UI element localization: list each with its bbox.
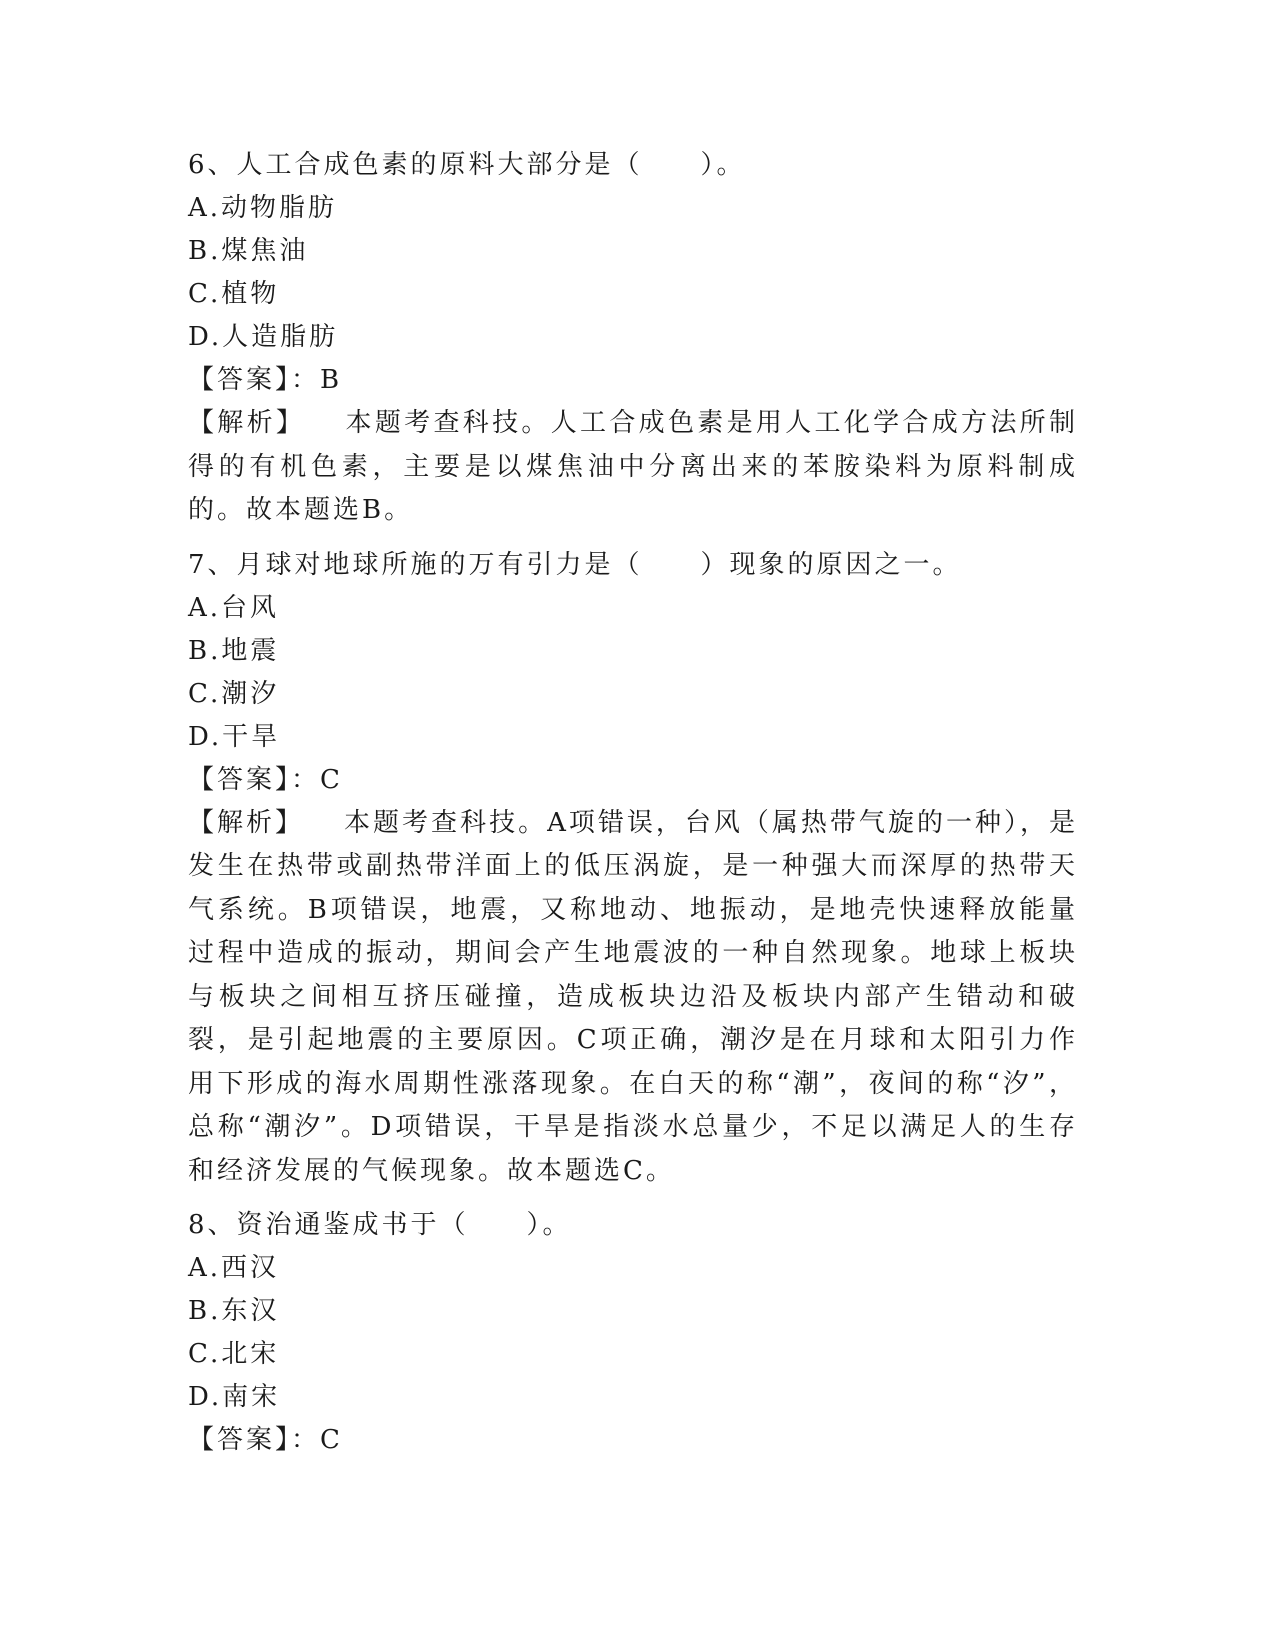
option-b: B.东汉: [188, 1296, 280, 1326]
question-6: [188, 144, 1088, 533]
question-stem: 6、人工合成色素的原料大部分是（ ）。: [188, 150, 746, 180]
answer-label: 【答案】：: [188, 1425, 321, 1455]
question-8: [188, 1204, 1088, 1462]
option-b: B.地震: [188, 635, 280, 666]
answer-value: C: [320, 1425, 343, 1455]
answer-line: [188, 1419, 1088, 1462]
answer-value: C: [320, 764, 343, 795]
answer-line: [188, 359, 1088, 402]
analysis: [188, 402, 1078, 533]
question-stem: 8、资治通鉴成书于（ ）。: [188, 1210, 572, 1240]
option-c: C.潮汐: [188, 678, 280, 709]
option-d: D.干旱: [188, 721, 281, 752]
analysis-label: 【解析】: [188, 408, 306, 438]
option-a: A.西汉: [188, 1253, 280, 1283]
option-c: C.植物: [188, 279, 280, 309]
analysis-text: 本题考查科技。A项错误，台风（属热带气旋的一种），是发生在热带或副热带洋面上的低压涡旋，是一种强大而深厚的热带天气系统。B项错误，地震，又称地动、地振动，是地壳快速释放能量过程中造成的振动，期间会产生地震波的一种自然现象。地球上板块与板块之间相互挤压碰撞，造成板块边沿及板块内部产生错动和破裂，是引起地震的主要原因。C项正确，潮汐是在月球和太阳引力作用下形成的海水周期性涨落现象。在白天的称“潮”，夜间的称“汐”，总称“潮汐”。D项错误，干旱是指淡水总量少，不足以满足人的生存和经济发展的气候现象。故本题选C。: [188, 807, 1078, 1186]
answer-label: 【答案】：: [188, 365, 321, 395]
answer-value: B: [320, 365, 343, 395]
option-d: D.人造脂肪: [188, 322, 339, 352]
option-c: C.北宋: [188, 1339, 280, 1369]
option-a: A.台风: [188, 592, 280, 623]
answer-line: [188, 759, 1088, 802]
analysis-label: 【解析】: [188, 807, 305, 838]
answer-label: 【答案】：: [188, 764, 321, 795]
analysis: [188, 802, 1078, 1194]
option-d: D.南宋: [188, 1382, 281, 1412]
option-a: A.动物脂肪: [188, 193, 338, 223]
option-b: B.煤焦油: [188, 236, 309, 266]
question-stem: 7、月球对地球所施的万有引力是（ ）现象的原因之一。: [188, 549, 962, 580]
question-7: [188, 544, 1088, 1194]
document-page: [188, 144, 1088, 1473]
analysis-text: 本题考查科技。人工合成色素是用人工化学合成方法所制得的有机色素，主要是以煤焦油中分离出来的苯胺染料为原料制成的。故本题选B。: [188, 408, 1078, 525]
